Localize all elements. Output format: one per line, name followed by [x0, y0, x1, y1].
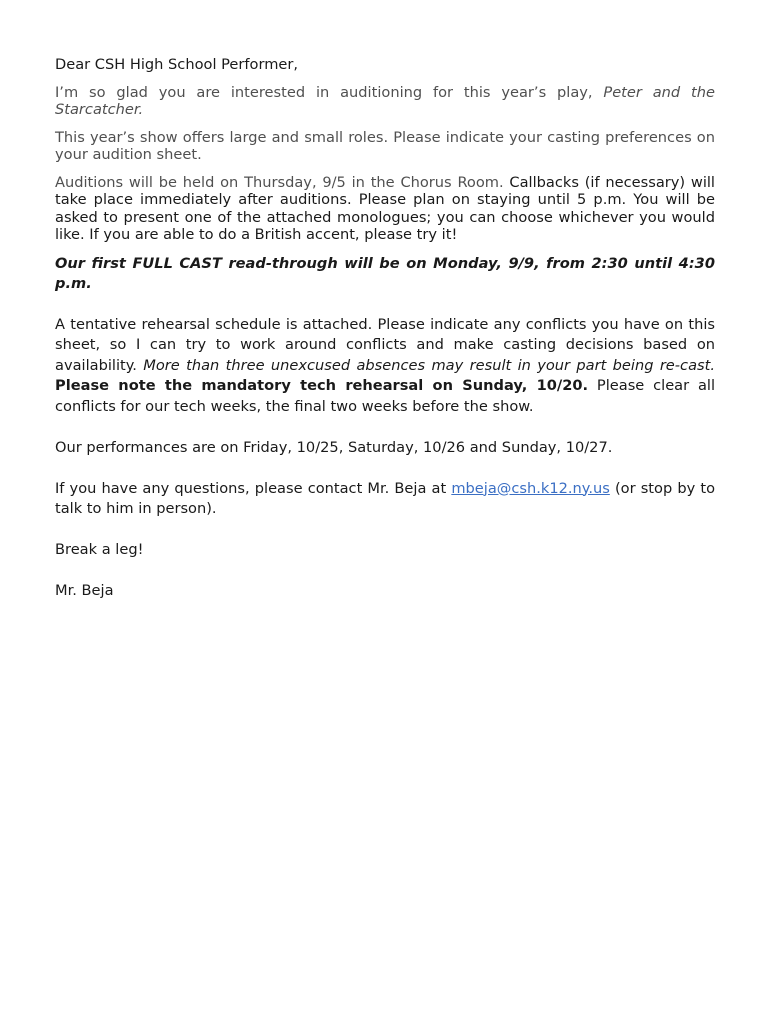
intro-paragraph [55, 84, 715, 119]
callbacks-text: Callbacks (if necessary) will take place immediately after auditions. Please plan on staying until 5 p.m. You will be asked to present one of the attached monologues; you can choose whichever you would like. If you are able to do a British accent, please try it! [55, 173, 715, 243]
tech-rehearsal-note: Please note the mandatory tech rehearsal on Sunday, 10/20. [55, 377, 589, 394]
tech-weeks-text: Please clear all conflicts for our tech weeks, the final two weeks before the show. [55, 377, 716, 415]
signature: Mr. Beja [55, 582, 114, 599]
closing: Break a leg! [55, 540, 144, 558]
auditions-paragraph [55, 174, 715, 244]
letter-body [55, 56, 715, 602]
contact-text-end: (or stop by to talk to him in person). [55, 479, 715, 517]
auditions-text: Auditions will be held on Thursday, 9/5 in the Chorus Room. [55, 173, 510, 191]
play-title: Peter and the Starcatcher. [55, 83, 715, 118]
intro-text: I’m so glad you are interested in auditioning for this year’s play, [55, 83, 604, 101]
roles-paragraph: This year’s show offers large and small roles. Please indicate your casting preferences on your audition sheet. [55, 128, 715, 163]
email-link[interactable]: mbeja@csh.k12.ny.us [451, 479, 610, 497]
read-through-paragraph: Our first FULL CAST read-through will be on Monday, 9/9, from 2:30 until 4:30 p.m. [55, 254, 715, 292]
contact-text: If you have any questions, please contact Mr. Beja at [55, 479, 452, 497]
greeting: Dear CSH High School Performer, [55, 56, 299, 73]
absences-warning: More than three unexcused absences may result in your part being re-cast. [143, 356, 715, 374]
rehearsal-paragraph [55, 315, 715, 418]
contact-paragraph [55, 479, 715, 520]
rehearsal-text: A tentative rehearsal schedule is attached. Please indicate any conflicts you have on this sheet, so I can try to work around conflicts and make casting decisions based on availability. [55, 315, 715, 374]
performances-paragraph: Our performances are on Friday, 10/25, Saturday, 10/26 and Sunday, 10/27. [55, 439, 613, 456]
